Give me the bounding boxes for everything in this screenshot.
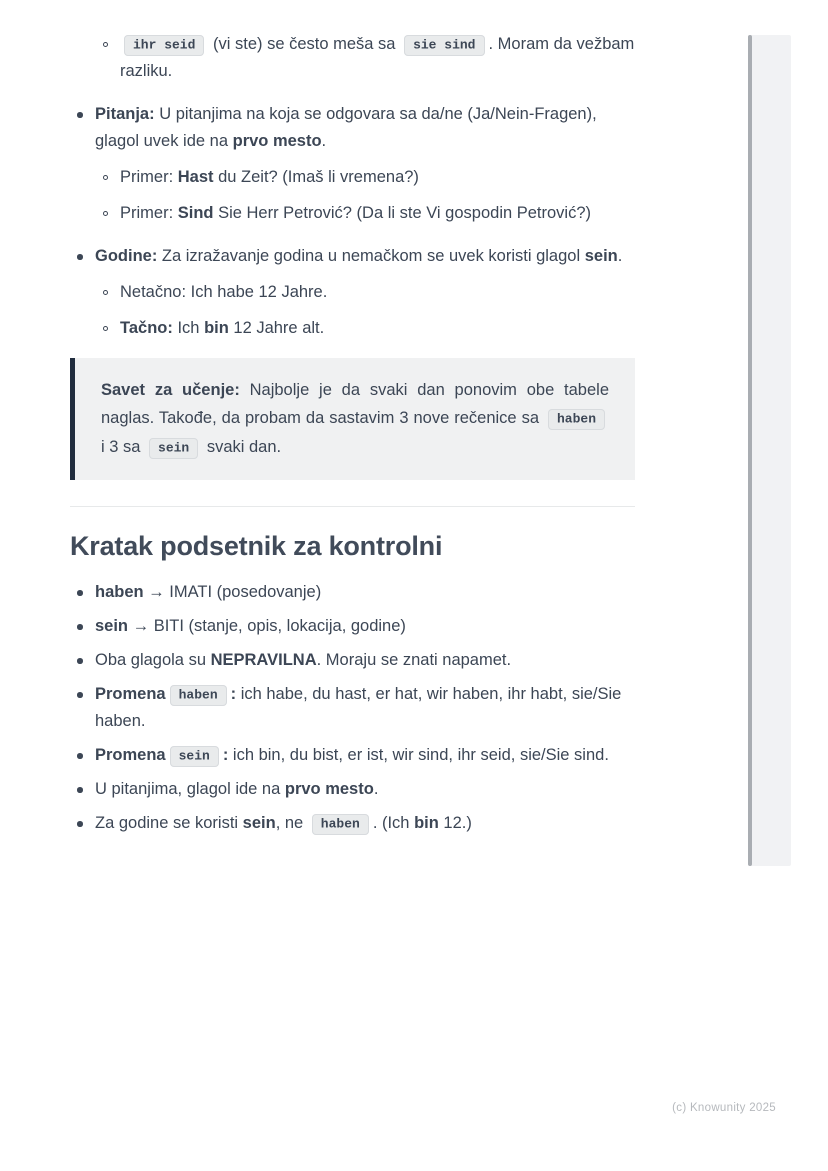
list-item-text <box>120 319 324 337</box>
bold-text: Hast <box>177 168 214 186</box>
list-item-text <box>95 685 621 730</box>
circle-bullet-icon <box>103 211 108 216</box>
bullet-icon <box>77 254 83 260</box>
list-item-text <box>95 780 378 798</box>
text: svaki dan. <box>202 438 282 456</box>
text: Sie Herr Petrović? (Da li ste Vi gospodin Petrović?) <box>213 204 592 222</box>
list-item <box>70 579 635 606</box>
list-item-text <box>120 283 327 301</box>
bold-text: sein <box>242 814 276 832</box>
list-item-text <box>120 168 419 186</box>
bullet-icon <box>77 821 83 827</box>
text: U pitanjima, glagol ide na <box>95 780 285 798</box>
list-item <box>100 164 635 191</box>
list-item-text <box>95 583 321 601</box>
bold-text: bin <box>414 814 439 832</box>
scrollbar[interactable] <box>748 35 791 866</box>
text: i 3 sa <box>101 438 146 456</box>
text: Primer: <box>120 204 178 222</box>
bold-text: Godine: <box>95 247 158 265</box>
text: 12.) <box>438 814 472 832</box>
list-item <box>70 810 635 837</box>
list-item <box>70 243 635 270</box>
bold-text: NEPRAVILNA <box>210 651 317 669</box>
list-item-text <box>95 651 511 669</box>
section-heading: Kratak podsetnik za kontrolni <box>70 531 443 561</box>
study-tip-callout <box>70 358 635 480</box>
text: ich habe, du hast, er hat, wir haben, ihr habt, sie/Sie haben. <box>95 685 622 730</box>
inline-code-chip: sein <box>170 746 219 767</box>
bullet-icon <box>77 112 83 118</box>
section-divider <box>70 506 635 507</box>
inline-code-chip: ihr seid <box>124 35 204 56</box>
list-item <box>70 101 635 155</box>
inline-code-chip: haben <box>548 409 605 430</box>
bold-text: Tačno: <box>120 319 173 337</box>
list-item <box>70 613 635 640</box>
text: Najbolje je da svaki dan ponovim obe tabele naglas. Takođe, da probam da sastavim 3 nove rečenice sa <box>101 381 610 427</box>
bold-text: Promena <box>95 685 166 703</box>
text: U pitanjima na koja se odgovara sa da/ne (Ja/Nein-Fragen), glagol uvek ide na <box>95 105 597 150</box>
text: . <box>321 132 327 150</box>
text: . Moraju se znati napamet. <box>316 651 512 669</box>
list-item-text <box>120 204 591 222</box>
text: . <box>617 247 623 265</box>
bullet-icon <box>77 658 83 664</box>
bullet-icon <box>77 590 83 596</box>
list-item <box>100 31 635 85</box>
text: Netačno: Ich habe 12 Jahre. <box>120 283 328 301</box>
text: Primer: <box>120 168 178 186</box>
text: Ich <box>172 319 205 337</box>
text: 12 Jahre alt. <box>228 319 325 337</box>
document-content <box>70 0 635 837</box>
bold-text: : <box>222 746 229 764</box>
text: → BITI (stanje, opis, lokacija, godine) <box>128 617 406 635</box>
text: Za godine se koristi <box>95 814 243 832</box>
list-item-text <box>120 35 634 80</box>
list-item-text <box>95 814 472 832</box>
circle-bullet-icon <box>103 326 108 331</box>
bold-text: haben <box>95 583 144 601</box>
text: . Moram da vežbam razliku. <box>120 35 635 80</box>
bold-text: sein <box>95 617 129 635</box>
circle-bullet-icon <box>103 290 108 295</box>
bullet-icon <box>77 692 83 698</box>
bullet-icon <box>77 753 83 759</box>
bold-text: Savet za učenje: <box>101 381 240 399</box>
inline-code-chip: sein <box>149 438 198 459</box>
list-item <box>100 200 635 227</box>
grammar-notes-list <box>70 0 635 342</box>
bold-text: : <box>230 685 237 703</box>
list-item <box>70 647 635 674</box>
text: ich bin, du bist, er ist, wir sind, ihr seid, sie/Sie sind. <box>228 746 609 764</box>
text: → IMATI (posedovanje) <box>143 583 322 601</box>
summary-list <box>70 579 635 837</box>
list-item-text <box>95 617 406 635</box>
list-item <box>100 279 635 306</box>
bold-text: sein <box>584 247 618 265</box>
bold-text: bin <box>204 319 229 337</box>
text: , ne <box>275 814 308 832</box>
list-item-text <box>95 105 597 150</box>
inline-code-chip: haben <box>312 814 369 835</box>
text: Za izražavanje godina u nemačkom se uvek koristi glagol <box>157 247 585 265</box>
bold-text: Promena <box>95 746 166 764</box>
list-item-text <box>95 746 609 764</box>
text: (vi ste) se često meša sa <box>208 35 401 53</box>
bold-text: prvo mesto <box>232 132 322 150</box>
copyright-footer: (c) Knowunity 2025 <box>672 1102 776 1114</box>
list-item <box>70 776 635 803</box>
list-item <box>70 681 635 735</box>
circle-bullet-icon <box>103 175 108 180</box>
text: du Zeit? (Imaš li vremena?) <box>213 168 419 186</box>
bold-text: Pitanja: <box>95 105 155 123</box>
list-item <box>70 742 635 769</box>
bold-text: Sind <box>177 204 214 222</box>
inline-code-chip: sie sind <box>404 35 484 56</box>
list-item <box>100 315 635 342</box>
bullet-icon <box>77 787 83 793</box>
study-tip-text <box>101 376 609 462</box>
circle-bullet-icon <box>103 42 108 47</box>
bullet-icon <box>77 624 83 630</box>
scrollbar-thumb[interactable] <box>748 35 752 866</box>
text: . <box>373 780 379 798</box>
inline-code-chip: haben <box>170 685 227 706</box>
text: Oba glagola su <box>95 651 211 669</box>
text: . (Ich <box>372 814 415 832</box>
bold-text: prvo mesto <box>284 780 374 798</box>
list-item-text <box>95 247 622 265</box>
